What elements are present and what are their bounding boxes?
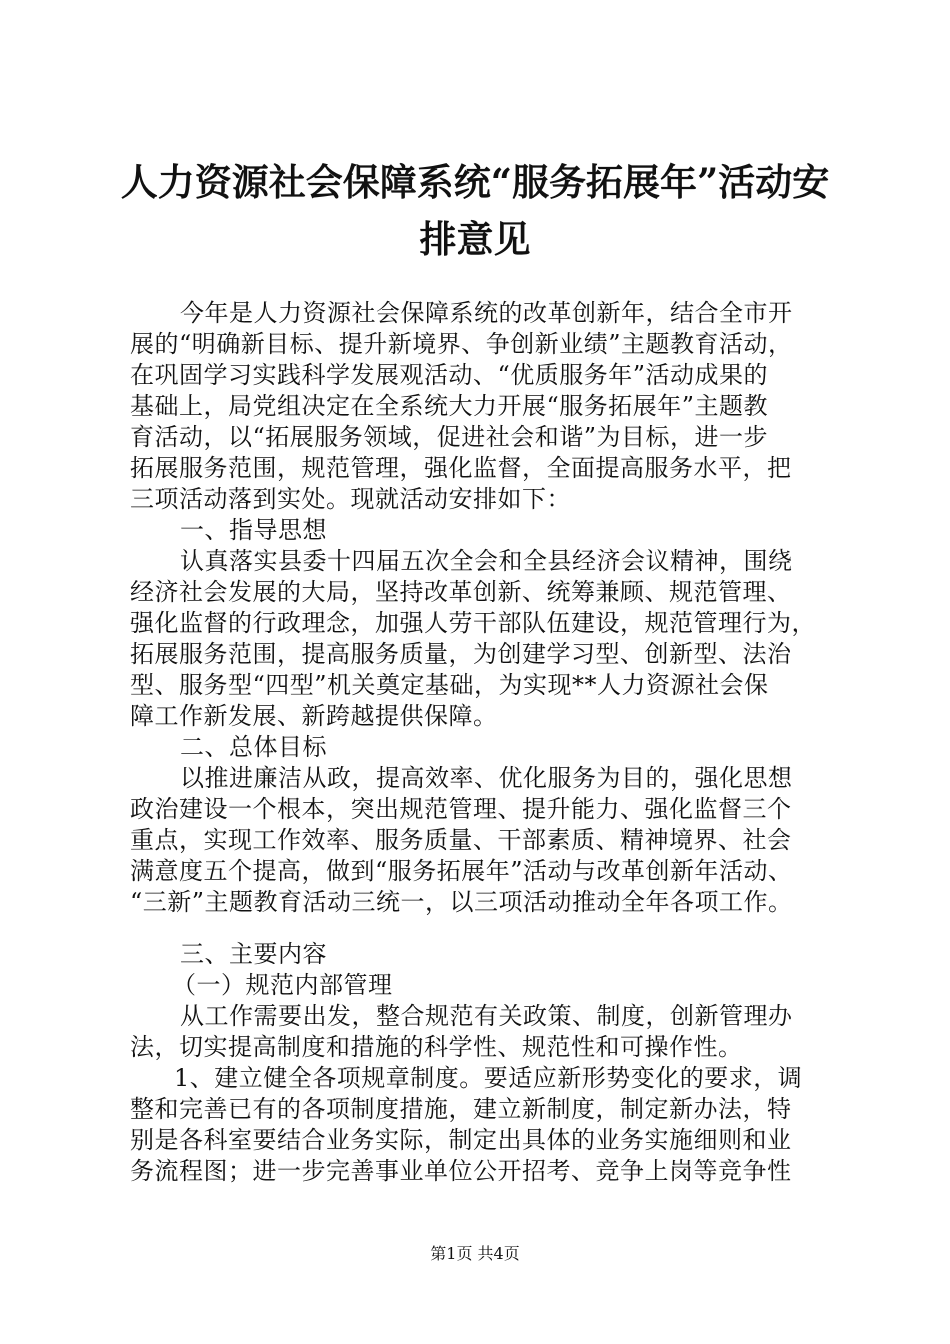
body-line-6: 拓展服务范围，规范管理，强化监督，全面提高服务水平，把 <box>130 454 792 482</box>
body-line-13: 型、服务型“四型”机关奠定基础，为实现**人力资源社会保 <box>130 671 769 699</box>
section-heading-2: 二、总体目标 <box>180 733 327 761</box>
body-line-16: 以推进廉洁从政，提高效率、优化服务为目的，强化思想 <box>180 764 793 792</box>
section-heading-3: 三、主要内容 <box>180 940 327 968</box>
body-line-5: 育活动，以“拓展服务领域，促进社会和谐”为目标，进一步 <box>130 423 769 451</box>
document-title-line-1: 人力资源社会保障系统“服务拓展年”活动安 <box>120 160 830 204</box>
body-line-26: 整和完善已有的各项制度措施，建立新制度，制定新办法，特 <box>130 1095 792 1123</box>
subsection-heading-1: （一）规范内部管理 <box>172 971 393 999</box>
body-line-11: 强化监督的行政理念，加强人劳干部队伍建设，规范管理行为， <box>130 609 816 637</box>
body-line-9: 认真落实县委十四届五次全会和全县经济会议精神，围绕 <box>180 547 793 575</box>
page-footer: 第1页 共4页 <box>430 1244 520 1263</box>
body-line-1: 今年是人力资源社会保障系统的改革创新年，结合全市开 <box>180 299 793 327</box>
body-line-12: 拓展服务范围，提高服务质量，为创建学习型、创新型、法治 <box>130 640 792 668</box>
body-line-17: 政治建设一个根本，突出规范管理、提升能力、强化监督三个 <box>130 795 792 823</box>
body-line-24: 法，切实提高制度和措施的科学性、规范性和可操作性。 <box>130 1033 743 1061</box>
body-line-27: 别是各科室要结合业务实际，制定出具体的业务实施细则和业 <box>130 1126 792 1154</box>
body-line-2: 展的“明确新目标、提升新境界、争创新业绩”主题教育活动， <box>130 330 793 358</box>
body-line-18: 重点，实现工作效率、服务质量、干部素质、精神境界、社会 <box>130 826 792 854</box>
body-line-7: 三项活动落到实处。现就活动安排如下： <box>130 485 571 513</box>
body-line-14: 障工作新发展、新跨越提供保障。 <box>130 702 498 730</box>
body-line-19: 满意度五个提高，做到“服务拓展年”活动与改革创新年活动、 <box>130 857 793 885</box>
body-line-3: 在巩固学习实践科学发展观活动、“优质服务年”活动成果的 <box>130 361 769 389</box>
body-line-23: 从工作需要出发，整合规范有关政策、制度，创新管理办 <box>180 1002 793 1030</box>
body-line-10: 经济社会发展的大局，坚持改革创新、统筹兼顾、规范管理、 <box>130 578 792 606</box>
document-title-line-2: 排意见 <box>419 217 531 261</box>
body-line-20: “三新”主题教育活动三统一，以三项活动推动全年各项工作。 <box>130 888 793 916</box>
body-line-4: 基础上，局党组决定在全系统大力开展“服务拓展年”主题教 <box>130 392 769 420</box>
section-heading-1: 一、指导思想 <box>180 516 327 544</box>
body-line-25: 1、建立健全各项规章制度。要适应新形势变化的要求，调 <box>174 1064 803 1092</box>
body-line-28: 务流程图；进一步完善事业单位公开招考、竞争上岗等竞争性 <box>130 1157 792 1185</box>
